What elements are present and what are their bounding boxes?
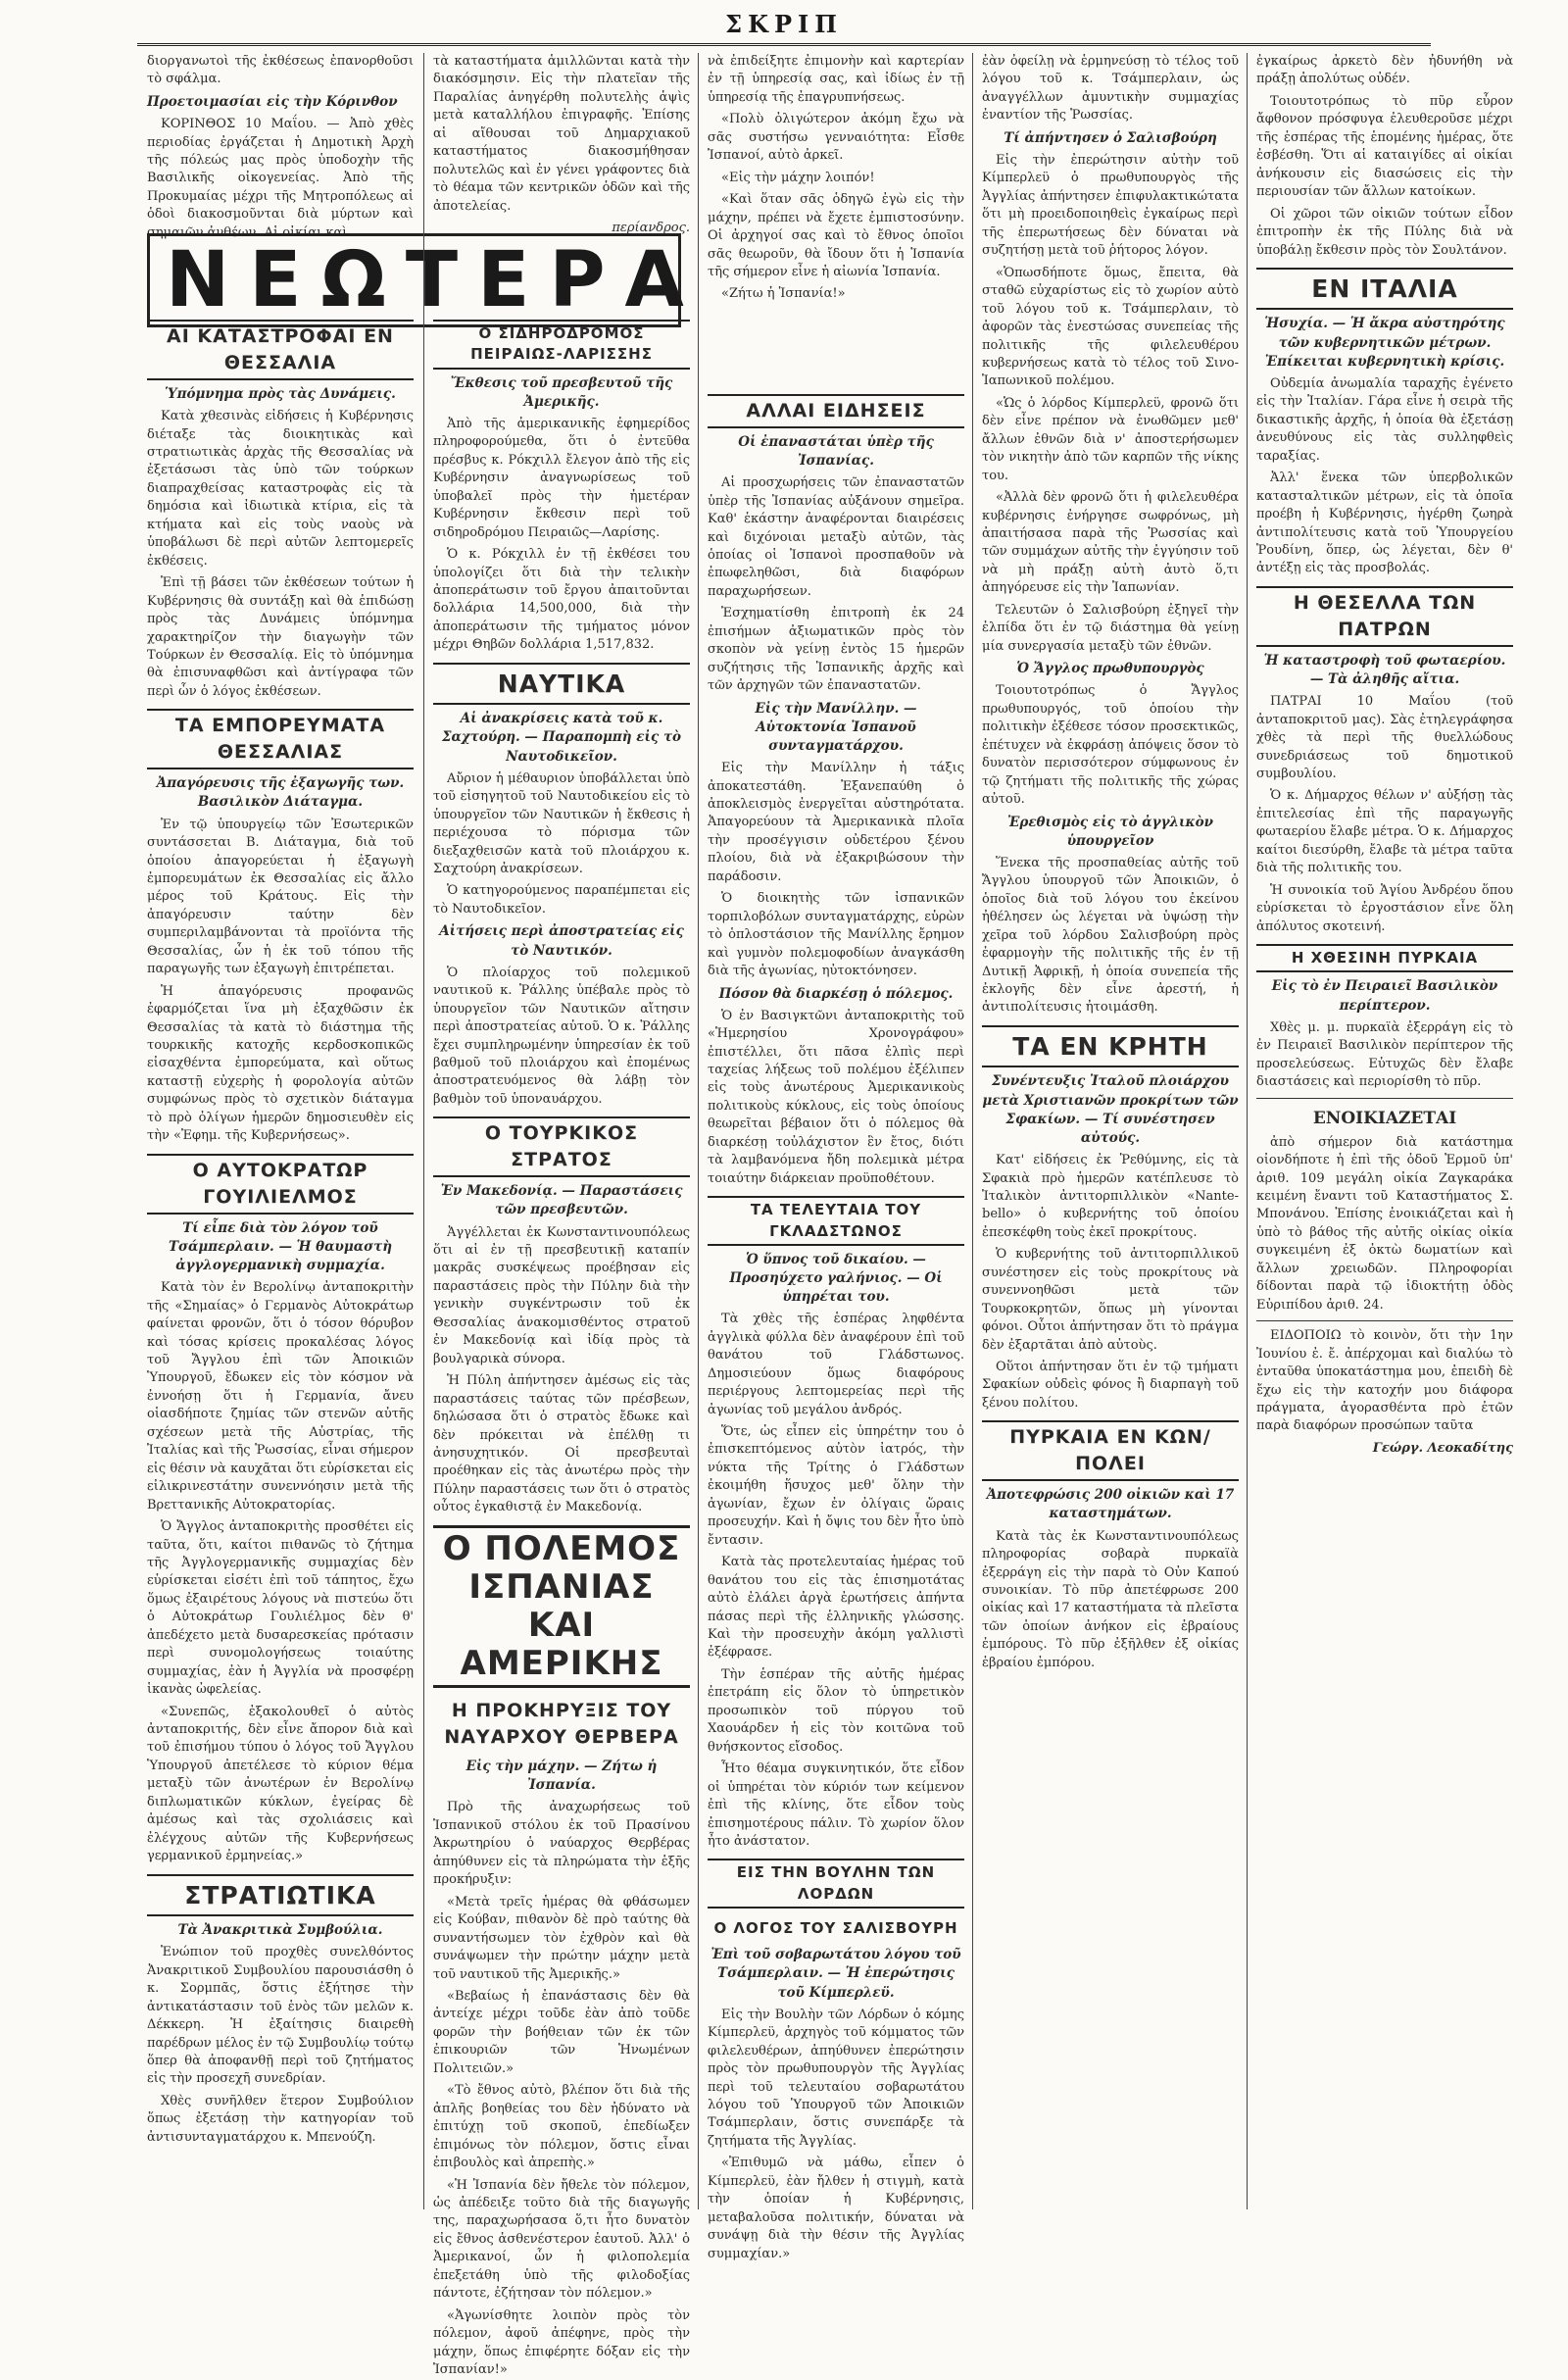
ministry-para: Ἕνεκα τῆς προσπαθείας αὐτῆς τοῦ Ἄγγλου ὑπουργοῦ τῶν Ἀποικιῶν, ὁ ὁποῖος διὰ τοῦ λόγου του ἐκείνου ἠθέλησεν ὡς λέγεται νὰ ὑψώσῃ τὴν χεῖρα τοῦ λόρδου Σαλισβούρη πρὸς ἐφαρμογὴν τῆς πολιτικῆς τῆς ἐν τῇ Δυτικῇ Ἀφρικῇ, ἡ ὁποία συνεπεία τῆς ἐκλογῆς δὲν εἶνε ἀρεστή, ἡ ἀντιπολίτευσις ἠτοιμάσθη. — [982, 855, 1239, 1016]
turk-para: Ἡ Πύλη ἀπήντησεν ἀμέσως εἰς τὰς παραστάσεις ταύτας τῶν πρέσβεων, δηλώσασα ὅτι ὁ στρατὸς ἔδωκε καὶ δὲν πρόκειται νὰ ἐπέλθῃ τι ἀνησυχητικόν. Οἱ πρεσβευταὶ προέθηκαν εἰς τὰς ἀνωτέρω πρὸς τὴν Πύλην παραστάσεις των ὅτι ὁ στρατὸς οὗτος ἐγκαθιστᾷ ἐν Μακεδονίᾳ. — [433, 1373, 690, 1515]
duration-para: Ὁ ἐν Βασιγκτῶνι ἀνταποκριτὴς τοῦ «Ἡμερησίου Χρονογράφου» ἐπιστέλλει, ὅτι πᾶσα ἐλπὶς περὶ ταχείας λήξεως τοῦ πολέμου ἐξέλιπεν εἰς τοὺς ἀνωτέρους Ἀμερικανικοὺς πολιτικοὺς κύκλους, εἰς τοὺς ὁποίους θεωρεῖται βέβαιον ὅτι ὁ πόλεμος θὰ διαρκέσῃ τοὐλάχιστον ἓν ἔτος, διότι τὰ λαμβανόμενα ἤδη πολεμικὰ μέτρα τοιαύτην διάρκειαν προϋποθέτουν. — [708, 1008, 964, 1186]
thessaly-para: Κατὰ χθεσινὰς εἰδήσεις ἡ Κυβέρνησις διέταξε τὰς διοικητικὰς καὶ στρατιωτικὰς ἀρχὰς τῆς Θεσσαλίας νὰ ἐξετάσωσι τὰς ὑπὸ τῶν τούρκων διαπραχθείσας καταστροφὰς εἰς τὰ δημόσια καὶ ἰδιωτικὰ κτίρια, εἰς τὰ κτήματα καὶ εἰς τοὺς ναοὺς νὰ ὑποβάλωσι δὲ περὶ αὐτῶν λεπτομερεῖς ἐκθέσεις. — [147, 409, 414, 569]
duration-subheading: Πόσον θὰ διαρκέσῃ ὁ πόλεμος. — [718, 985, 954, 1002]
column-5 — [1256, 53, 1513, 2209]
other-para: Αἱ προσχωρήσεις τῶν ἐπαναστατῶν ὑπὲρ τῆς Ἰσπανίας αὐξάνουν σημεῖρα. Καθ' ἑκάστην ἀναφέρονται διαιρέσεις καὶ διχόνοιαι μεταξὺ αὐτῶν, τὰς ὁποίας οἱ Ἰσπανοὶ προσπαθοῦν νὰ ἐπωφεληθῶσι, διὰ διαφόρων παραχωρήσεων. — [708, 475, 964, 599]
fires-para: Κατὰ τὰς ἐκ Κωνσταντινουπόλεως πληροφορίας σοβαρὰ πυρκαϊὰ ἐξερράγη εἰς τὴν παρὰ τὸ Οὐν Καπού συνοικίαν. Τὸ πῦρ ἀπετέφρωσε 200 οἰκίας καὶ 17 καταστήματα τὰ πλεῖστα τῶν ὁποίων ἀνήκον εἰς ἑβραίους ἐμπόρους. Τὸ πῦρ ἐξῆλθεν ἐξ οἰκίας ἑβραίου ἐμπόρου. — [982, 1528, 1239, 1670]
response-para: «Ὡς ὁ λόρδος Κίμπερλεϋ, φρονῶ ὅτι δὲν εἶνε πρέπον νὰ ἐνωθῶμεν μεθ' ἄλλων ἐθνῶν διὰ ν' ἀποστερήσωμεν τὸν νικητὴν ἀπὸ τῶν καρπῶν τῆς νίκης του. — [982, 395, 1239, 483]
crete-para: Ὁ κυβερνήτης τοῦ ἀντιτορπιλλικοῦ συνέστησεν εἰς τοὺς προκρίτους νὰ συνεννοηθῶσι μετὰ τῶν Τουρκοκρητῶν, ὅπως μὴ γίνονται φόνοι. Οὗτοι ἀπήντησαν ὅτι τὸ πράγμα δὲν ἐξαρτᾶται ἀπὸ αὐτοὺς. — [982, 1247, 1239, 1353]
column-2 — [433, 312, 690, 2378]
ad-notice-signature: Γεώργ. Λεοκαδίτης — [1372, 1440, 1513, 1456]
pm-para: Τοιουτοτρόπως ὁ Ἄγγλος πρωθυπουργός, τοῦ ὁποίου τὴν πολιτικὴν ἐξέθεσε τόσον προσεκτικῶς, ἐπέτυχεν νὰ ἐκφράσῃ ἀπόψεις ὅσον τὸ δυνατὸν περισσότερον σύμφωνους ἐν τῷ ζητήματι τῆς πολιτικῆς τῆς χώρας αὐτοῦ. — [982, 683, 1239, 808]
turk-para: Ἀγγέλλεται ἐκ Κωνσταντινουπόλεως ὅτι αἱ ἐν τῇ πρεσβευτικῇ καταπίν μακρᾶς συσκέψεως προέβησαν εἰς παραστάσεις πρὸς τὴν Πύλην διὰ τὴν γενικὴν συγκέντρωσιν τοῦ ἐκ Θεσσαλίας ἀνακομισθέντος στρατοῦ ἐν Μακεδονίᾳ καὶ ἰδίᾳ πρὸς τὰ βουλγαρικὰ σύνορα. — [433, 1224, 690, 1366]
lords-heading: ΕΙΣ ΤΗΝ ΒΟΥΛΗΝ ΤΩΝ ΛΟΡΔΩΝ — [708, 1859, 964, 1909]
patras-heading: Η ΘΕΣΕΛΛΑ ΤΩΝ ΠΑΤΡΩΝ — [1256, 586, 1513, 647]
crete-para: Οὕτοι ἀπήντησαν ὅτι ἐν τῷ τμήματι Σφακίων οὐδεὶς φόνος ἢ διαρπαγὴ τοῦ ξένου πολίτου. — [982, 1360, 1239, 1411]
response-para: Τελευτῶν ὁ Σαλισβούρη ἐξηγεῖ τὴν ἐλπίδα ὅτι ἐν τῷ διάστημα θὰ γείνῃ μία συνεργασία μεταξὺ τῶν ἐθνῶν. — [982, 602, 1239, 654]
italy-para: Οὐδεμία ἀνωμαλία ταραχῆς ἐγένετο εἰς τὴν Ἰταλίαν. Γάρα εἶνε ἡ σειρὰ τῆς δικαστικῆς ἀρχῆς, ἡ ὁποία θὰ ἐξετάσῃ ἀνευθύνους εἰς τὰς συλληφθεὶς ταραξίας. — [1256, 375, 1513, 464]
ad-divider — [1256, 1098, 1513, 1099]
naval-para: Αὔριον ἡ μέθαυριον ὑποβάλλεται ὑπὸ τοῦ εἰσηγητοῦ τοῦ Ναυτοδικείου εἰς τὸ ὑπουργεῖον τῶν Ναυτικῶν ἡ ἔκθεσις ἡ περιέχουσα τὸ πόρισμα τῶν διεξαχθεισῶν κατὰ τοῦ πλοιάρχου κ. Σαχτούρη ἀνακρίσεων. — [433, 770, 690, 877]
gladstone-heading: ΤΑ ΤΕΛΕΥΤΑΙΑ ΤΟΥ ΓΚΛΑΔΣΤΩΝΟΣ — [708, 1196, 964, 1246]
other-para: Ἐσχηματίσθη ἐπιτροπὴ ἐκ 24 ἐπισήμων ἀξιωματικῶν πρὸς τὸν σκοπὸν νὰ γείνῃ ἐντὸς 15 ἡμερῶν συζήτησις τῆς Ἰσπανικῆς ἀρχῆς καὶ τῶν ἀρχηγῶν τῶν ἐπαναστατῶν. — [708, 606, 964, 694]
kaiser-para: «Συνεπῶς, ἐξακολουθεῖ ὁ αὐτὸς ἀνταποκριτής, δὲν εἶνε ἄπορον διὰ καὶ τοῦ ἐπισήμου τύπου ὁ λόγος τοῦ Ἄγγλου Ὑπουργοῦ ἀπετέλεσε τὸ κύριον θέμα μεταξὺ τῶν ἀνωτέρων ἐν Βερολίνῳ διπλωματικῶν κύκλων, ἐγείρας δὲ ἀμέσως καὶ τὰς σχολιάσεις καὶ ἐλέγχους αὐτῶν τῆς Κυβερνήσεως γερμανικοῦ ἐρμηνείας.» — [147, 1704, 414, 1864]
fires-subheading: Ἀποτεφρώσις 200 οἰκιῶν καὶ 17 καταστημάτων. — [986, 1487, 1235, 1522]
ad-rent-title: ΕΝΟΙΚΙΑΖΕΤΑΙ — [1312, 1108, 1457, 1128]
thessaly-subheading: Ὑπόμνημα πρὸς τὰς Δυνάμεις. — [165, 385, 396, 402]
column-rule — [972, 53, 973, 2209]
kaiser-para: Ὁ Ἄγγλος ἀνταποκριτὴς προσθέτει εἰς ταῦτα, ὅτι, καίτοι πιθανῶς τὸ ζήτημα τῆς Ἀγγλογερμανικῆς συμμαχίας δὲν εὑρίσκεται εἰσέτι ἐπὶ τοῦ τάπητος, ἔχω ὅμως ἐξαιρέτους λόγους νὰ πιστεύω ὅτι ὁ Αὐτοκράτωρ Γουλιέλμος δὲν θ' ἀπεδέχετο μετὰ δυσαρεσκείας πρότασιν περὶ συνομολογήσεως τοιαύτης συμμαχίας, ἐὰν ἡ Ἀγγλία νὰ προσφέρῃ ἱκανὰς ὠφελείας. — [147, 1519, 414, 1698]
other-news-heading: ΑΛΛΑΙ ΕΙΔΗΣΕΙΣ — [708, 394, 964, 428]
ministry-subheading: Ἐρεθισμὸς εἰς τὸ ἀγγλικὸν ὑπουργεῖον — [1006, 814, 1213, 849]
col3-top: «Εἰς τὴν μάχην λοιπόν! — [721, 170, 875, 185]
manila-para: Ὁ διοικητὴς τῶν ἰσπανικῶν τορπιλοβόλων συνταγματάρχης, εὑρὼν τὸ ὁπλοστάσιον τῆς Μανίλλης ἔρημον καὶ γυμνὸν πολεμοφοδίων ἀναγκάσθη διὰ τῆς ἀγωνίας, ηὐτοκτόνησεν. — [708, 891, 964, 979]
naval-heading: ΝΑΥΤΙΚΑ — [433, 663, 690, 706]
naval-subheading: Αἱ ἀνακρίσεις κατὰ τοῦ κ. Σαχτούρη. — Παραπομπὴ εἰς τὸ Ναυτοδικεῖον. — [441, 711, 682, 765]
rail-heading: Ο ΣΙΔΗΡΟΔΡΟΜΟΣ ΠΕΙΡΑΙΩΣ-ΛΑΡΙΣΣΗΣ — [433, 320, 690, 370]
patras-subheading: Ἡ καταστροφὴ τοῦ φωταερίου. — Τὰ ἀληθῆς αἴτια. — [1263, 652, 1506, 688]
war-heading: Ο ΠΟΛΕΜΟΣ ΙΣΠΑΝΙΑΣ ΚΑΙ ΑΜΕΡΙΚΗΣ — [433, 1525, 690, 1688]
corinth-heading: Προετοιμασίαι εἰς τὴν Κόρινθον — [147, 93, 398, 110]
patras-para: Ὁ κ. Δήμαρχος θέλων ν' αὐξήσῃ τὰς ἐπιτελεσίας ἐπὶ τῆς παραγωγῆς φωταερίου ἔλαβε μέτρα. Ὁ κ. Δήμαρχος καίτοι διεσύρθη, ἔλαβε τὰ μέτρα ταῦτα διὰ τῆς πολιτικῆς του. — [1256, 788, 1513, 876]
kaiser-para: Κατὰ τὸν ἐν Βερολίνῳ ἀνταποκριτὴν τῆς «Σημαίας» ὁ Γερμανὸς Αὐτοκράτωρ φαίνεται φρονῶν, ὅτι ὁ τόσον θόρυβον καὶ τόσας κρίσεις προκαλέσας λόγος τοῦ Ἄγγλου ἐπὶ τῶν Ἀποικιῶν Ὑπουργοῦ, ἔδωκεν εἰς τὸν κόσμον νὰ ἐννοήσῃ ὅτι ἡ Γερμανία, ἄνευ οἱασδήποτε ζημίας τῶν στενῶν αὐτῆς σχέσεων μετὰ τῆς Αὐστρίας, τῆς Ἰταλίας καὶ τῆς Ῥωσσίας, εἶναι σήμερον εἰς θέσιν νὰ καυχᾶται ὅτι εὑρίσκεται εἰς εἰλικρινεστάτην συνεννόησιν μετὰ τῆς Βρεττανικῆς Αὐτοκρατορίας. — [147, 1280, 414, 1512]
patras-para: ΠΑΤΡΑΙ 10 Μαΐου (τοῦ ἀνταποκριτοῦ μας). Σὰς ἐτηλεγράφησα χθὲς τὰ περὶ τῆς θυελλώδους συνεδριάσεως τοῦ δημοτικοῦ συμβουλίου. — [1256, 694, 1513, 781]
manila-para: Εἰς τὴν Μανίλλην ἡ τάξις ἀποκατεστάθη. Ἐξανεπαύθη ὁ ἀποκλεισμὸς ἐνεργεῖται αὐστηρότατα. Ἀπαγορεύουν τὰ Ἀμερικανικὰ πλοῖα τὴν προσέγγισιν οὐδετέρου ξένου πλοίου, διὰ νὰ ἐξακριβώσουν τὴν παράδοσιν. — [708, 761, 964, 884]
response-para: Εἰς τὴν ἐπερώτησιν αὐτὴν τοῦ Κίμπερλεϋ ὁ πρωθυπουργὸς τῆς Ἀγγλίας ἀπήντησεν ἐπιφυλακτικώτατα ὅτι μὴ προειδοποιηθεὶς ἐγκαίρως περὶ τῆς ἐπερωτήσεως δὲν δύναται νὰ συζητήσῃ μετὰ τοῦ ῥήτορος λόγον. — [982, 152, 1239, 259]
gladstone-para: Κατὰ τὰς προτελευταίας ἡμέρας τοῦ θανάτου του εἰς τὰς ἐπισημοτάτας αὐτὸ ἐλάλει ἀργὰ ἐρωτήσεις ἀπήντα πάσας περὶ τῆς ἑλληνικῆς γλώσσης. Καὶ τὴν προσευχὴν ἀκόμη γαλλιστὶ ἐξέφρασε. — [708, 1555, 964, 1661]
gladstone-para: Ἦτο θέαμα συγκινητικόν, ὅτε εἶδον οἱ ὑπηρέται τὸν κύριόν των κείμενον ἐπὶ τῆς κλίνης, ὅτε εἶδον τοὺς ἐπισημοτέρους πάλιν. Τὸ χωρίον ὅλον ἦτο ἀνάστατον. — [708, 1761, 964, 1849]
kaiser-subheading: Τί εἶπε διὰ τὸν λόγον τοῦ Τσάμπερλαιν. — Ἡ θαυμαστὴ ἀγγλογερμανικὴ συμμαχία. — [168, 1219, 393, 1273]
thessaly-heading: ΑΙ ΚΑΤΑΣΤΡΟΦΑΙ ΕΝ ΘΕΣΣΑΛΙΑ — [147, 320, 414, 380]
turk-heading: Ο ΤΟΥΡΚΙΚΟΣ ΣΤΡΑΤΟΣ — [433, 1116, 690, 1177]
ad-rent-text: ἀπὸ σήμερον διὰ κατάστημα οἰονδήποτε ἡ ἐπὶ τῆς ὁδοῦ Ἑρμοῦ ὑπ' ἀριθ. 109 μεγάλη οἰκία Ζαγκαράκα κειμένη ἔναντι τοῦ Καταστήματος Σ. Μπονάνου. Ἐπίσης ἐνοικιάζεται καὶ ἡ ὑπὸ τὸ βάθος τῆς αὐτῆς οἰκίας οἰκία συγκειμένη ἐξ ὀκτὼ δωματίων καὶ ἄλλων χρειωδῶν. Πληροφορίαι δίδονται παρὰ τῷ ἰδιοκτήτῃ ὁδὸς Εὐριπίδου ἀριθ. 24. — [1256, 1134, 1513, 1313]
resign-subheading: Αἰτήσεις περὶ ἀποστρατείας εἰς τὸ Ναυτικόν. — [439, 923, 684, 959]
rail-para: Ἀπὸ τῆς ἀμερικανικῆς ἐφημερίδος πληροφορούμεθα, ὅτι ὁ ἐντεῦθα πρέσβυς κ. Ρόκχιλλ ἔλεγον ἀπὸ τῆς εἰς Κυβέρνησιν ἀναγνωρίσεως τοῦ ὑποβαλεῖ πρὸς τὴν ἡμετέραν Κυβέρνησιν ἔκθεσιν περὶ τοῦ σιδηροδρόμου Πειραιῶς—Λαρίσης. — [433, 416, 690, 540]
army-heading: ΣΤΡΑΤΙΩΤΙΚΑ — [147, 1874, 414, 1917]
col5-top: Τοιουτοτρόπως τὸ πῦρ εὗρον ἄφθονον πρόσφυγα ἐλευθεροῦσε μέχρι τῆς ἑσπέρας τῆς ἑπομένης ἡμέρας, ὅτε ἐσβέσθη. Ὅτι αἱ καταιγίδες αἱ οἰκίαι ἀνήκουσιν εἰς διασώσεις εἰς τὴν περιουσίαν τῶν ἄλλων κατοίκων. — [1256, 93, 1513, 200]
salisbury-heading: Ο ΛΟΓΟΣ ΤΟΥ ΣΑΛΙΣΒΟΥΡΗ — [713, 1919, 958, 1937]
column-1-lower — [147, 312, 414, 2209]
page-title: ΣΚΡΙΠ — [725, 10, 843, 38]
col5-top: ἐγκαίρως ἀρκετὸ δὲν ἠδυνήθη νὰ πράξῃ ἀπολύτως οὐδέν. — [1256, 54, 1513, 87]
proclamation-heading: Η ΠΡΟΚΗΡΥΞΙΣ ΤΟΥ ΝΑΥΑΡΧΟΥ ΘΕΡΒΕΡΑ — [444, 1700, 679, 1749]
col3-top: νὰ ἐπιδείξητε ἐπιμονὴν καὶ καρτερίαν ἐν τῇ ὑπηρεσίᾳ σας, καὶ ἰδίως ἐν τῇ ὑπηρεσίᾳ τῆς ἐπαγρυπνήσεως. — [708, 54, 964, 105]
col3-top: «Καὶ ὅταν σᾶς ὁδηγῶ ἐγὼ εἰς τὴν μάχην, πρέπει νὰ ἔχετε ἐμπιστοσύνην. Οἱ ἀρχηγοί σας καὶ τὸ ἔθνος ὁποῖοι σᾶς θεωροῦν, θὰ ἴδουν ὅτι ἡ Ἰσπανία τῆς σήμερον εἶνε ἡ αἰωνία Ἰσπανία. — [708, 192, 964, 279]
army-para: Χθὲς συνῆλθεν ἕτερον Συμβούλιον ὅπως ἐξετάσῃ τὴν κατηγορίαν τοῦ ἀντισυνταγματάρχου κ. Μπενούζη. — [147, 2093, 414, 2145]
rail-para: Ὁ κ. Ρόκχιλλ ἐν τῇ ἐκθέσει του ὑπολογίζει ὅτι διὰ τὴν τελικὴν ἀποπεράτωσιν τοῦ ἔργου ἀπαιτοῦνται δολλάρια 14,500,000, διὰ τὴν ἀποπεράτωσιν τῆς τμήματος μόνον μέχρι Θηβῶν δολλάρια 1,517,832. — [433, 547, 690, 653]
col2-signature: περίανδρος. — [612, 221, 690, 236]
column-3 — [708, 53, 964, 2261]
resign-para: Ὁ πλοίαρχος τοῦ πολεμικοῦ ναυτικοῦ κ. Ῥάλλης ὑπέβαλε πρὸς τὸ ὑπουργεῖον τῶν Ναυτικῶν αἴτησιν περὶ ἀποστρατείας αὐτοῦ. Ὁ κ. Ῥάλλης ἔχει συμπληρωμένην ὑπηρεσίαν ἐκ τοῦ βαθμοῦ τοῦ πλοιάρχου καὶ ἐπομένως ἀποστρατευόμενος θὰ λάβῃ τὸν βαθμὸν τοῦ ὑποναυάρχου. — [433, 965, 690, 1107]
procl-para: «Βεβαίως ἡ ἐπανάστασις δὲν θὰ ἀντείχε μέχρι τοῦδε ἐὰν ἀπὸ τοῦδε φορῶν τὴν βοήθειαν τῶν ἐκ τῶν ἐπικουριῶν τῶν Ἡνωμένων Πολιτειῶν.» — [433, 1988, 690, 2076]
col3-top: «Πολὺ ὀλιγώτερον ἀκόμη ἔχω νὰ σᾶς συστήσω γενναιότητα: Εἶσθε Ἰσπανοί, αὐτὸ ἀρκεῖ. — [708, 112, 964, 164]
column-rule — [423, 53, 424, 2209]
response-para: «Ἀλλὰ δὲν φρονῶ ὅτι ἡ φιλελευθέρα κυβέρνησις ἐνήργησε σωφρόνως, μὴ ἀπαιτήσασα παρὰ τῆς Ῥωσσίας καὶ τῶν συμμάχων αὐτῆς τὴν ἐγγύησιν τοῦ νὰ μὴ πράξῃ αὐτὴ ἀυτὸ ὅ,τι ἀπηγόρευσε εἰς τὴν Ἰαπωνίαν. — [982, 490, 1239, 596]
gladstone-subheading: Ὁ ὕπνος τοῦ δικαίου. — Προσηύχετο γαλήνιος. — Οἱ ὑπηρέται του. — [729, 1251, 943, 1306]
ad-divider — [1256, 1320, 1513, 1321]
goods-para: Ἡ ἀπαγόρευσις προφανῶς ἐφαρμόζεται ἵνα μὴ ἐξαχθῶσιν ἐκ Θεσσαλίας τὰ κατὰ τὸ διάστημα τῆς τουρκικῆς κατοχῆς κερδοσκοπικῶς εἰσαχθέντα ἐμπορεύματα, καὶ οὕτως καταστῇ εὐχερὴς ἡ φορολογία αὐτῶν συμφώνως πρὸς τὸ σχετικὸν διάταγμα τὸ πρὸ ὀλίγων ἡμερῶν δημοσιευθὲν εἰς τὴν «Ἐφημ. τῆς Κυβερνήσεως». — [147, 983, 414, 1144]
patras-para: Ἡ συνοικία τοῦ Ἁγίου Ἀνδρέου ὅπου εὑρίσκεται τὸ ἐργοστάσιον εἶνε ὅλη ἀπόλυτος σκοτεινή. — [1256, 882, 1513, 934]
crete-subheading: Συνέντευξις Ἰταλοῦ πλοιάρχου μετὰ Χριστιανῶν προκρίτων τῶν Σφακίων. — Τί συνέστησεν αὐτούς. — [982, 1073, 1239, 1146]
masthead: ΝΕΩΤΕΡΑ — [147, 233, 681, 327]
italy-para: Ἀλλ' ἕνεκα τῶν ὑπερβολικῶν κατασταλτικῶν μέτρων, εἰς τὰ ὁποῖα προέβη ἡ Κυβέρνησις, ἠγέρθη ζωηρὰ ἀντιπολίτευσις κατὰ τοῦ Ὑπουργείου Ῥουδίνη, ὅπερ, ὡς λέγεται, δὲν θ' ἀντέξῃ εἰς τὰς προσβολάς. — [1256, 471, 1513, 576]
procl-para: «Ἀγωνίσθητε λοιπὸν πρὸς τὸν πόλεμον, ἀφοῦ ἀπέφηνε, πρὸς τὴν μάχην, ὅπως ἐπιφέρητε δόξαν εἰς τὴν Ἰσπανίαν!» — [433, 2307, 690, 2378]
crete-heading: ΤΑ ΕΝ ΚΡΗΤΗ — [982, 1025, 1239, 1068]
goods-heading: ΤΑ ΕΜΠΟΡΕΥΜΑΤΑ ΘΕΣΣΑΛΙΑΣ — [147, 709, 414, 769]
procl-para: «Μετὰ τρεῖς ἡμέρας θὰ φθάσωμεν εἰς Κούβαν, πιθανὸν δὲ πρὸ ταύτης θὰ συναντήσωμεν τὸν ἐχθρὸν καὶ θὰ συνάψωμεν τὴν πρώτην μάχην μετὰ τοῦ ναυτικοῦ τῆς Ἀμερικῆς.» — [433, 1894, 690, 1982]
piraeus-fire-subheading: Εἰς τὸ ἐν Πειραιεῖ Βασιλικὸν περίπτερον. — [1271, 978, 1498, 1014]
lords-para: «Ἐπιθυμῶ νὰ μάθω, εἶπεν ὁ Κίμπερλεϋ, ἐὰν ἤλθεν ἡ στιγμὴ, κατὰ τὴν ὁποίαν ἡ Κυβέρνησις, μεταβαλοῦσα πολιτικήν, δύναται νὰ συνάψῃ διὰ τὴν θέσιν τῆς Ἀγγλίας συμμαχίαν.» — [708, 2156, 964, 2261]
procl-para: «Τὸ ἔθνος αὐτὸ, βλέπον ὅτι διὰ τῆς ἀπλῆς βοηθείας του δὲν ἠδύνατο νὰ ἐπιτύχῃ τοῦ σκοποῦ, ἐπεδίωξεν ἐπιμόνως τὸν πόλεμον, ὅστις εἶναι ἐπιβουλὸς καὶ ἀπρεπὴς.» — [433, 2083, 690, 2171]
col2-top: τὰ καταστήματα ἁμιλλῶνται κατὰ τὴν διακόσμησιν. Εἰς τὴν πλατεῖαν τῆς Παραλίας ἀνηγέρθη πολυτελὴς ἁψὶς μετὰ καταλλήλου ἐπιγραφῆς. Ἐπίσης αἱ αἴθουσαι τοῦ Δημαρχιακοῦ καταστήματος διακοσμήθησαν πολυτελῶς καὶ ἐν γένει γράφοντες διὰ τὸ θέαμα τῶν κεντρικῶν ὁδῶν καὶ τῆς ἀποτελείας. — [433, 54, 690, 214]
lords-subheading: Ἐπὶ τοῦ σοβαρωτάτου λόγου τοῦ Τσάμπερλαιν. — Ἡ ἐπερώτησις τοῦ Κίμπερλεϋ. — [710, 1947, 961, 2001]
response-para: «Ὁπωσδήποτε ὅμως, ἔπειτα, θὰ σταθῶ εὐχαρίστως εἰς τὸ χωρίον αὐτὸ τοῦ λόγου τοῦ κ. Τσάμπερλαιν, τὸ ἀφορῶν τὰς ἐνεστώσας συνεπείας τῆς πολιτικῆς τῆς φιλελευθέρου κυβερνήσεως κατὰ τὸ τέλος τοῦ Σινο-Ἰαπωνικοῦ πολέμου. — [982, 265, 1239, 389]
fires-heading: ΠΥΡΚΑΙΑ ΕΝ ΚΩΝ/ΠΟΛΕΙ — [982, 1420, 1239, 1481]
rail-subheading: Ἔκθεσις τοῦ πρεσβευτοῦ τῆς Ἀμερικῆς. — [450, 374, 673, 410]
army-subheading: Τὰ Ἀνακριτικὰ Συμβούλια. — [177, 1922, 383, 1939]
ad-notice-text: ΕΙΔΟΠΟΙΩ τὸ κοινὸν, ὅτι τὴν 1ην Ἰουνίου ἐ. ἔ. ἀπέρχομαι καὶ διαλύω τὸ ἐνταῦθα ὑποκατάστημα μου, ἐπειδὴ δὲ ἔχω εἰς τὴν κατοχήν μου διάφορα πράγματα, ἀγορασθέντα πρὸ ἐτῶν παρὰ διαφόρων προσώπων ταῦτα — [1256, 1328, 1513, 1434]
gladstone-para: Ὅτε, ὡς εἶπεν εἰς ὑπηρέτην του ὁ ἐπισκεπτόμενος αὐτὸν ἰατρός, τὴν νύκτα τῆς Τρίτης ὁ Γλάδστων ἐκοιμήθη ἥσυχος μεθ' ὅλην τὴν ἀγωνίαν, ἔχων ἐν ὀλίγαις ὥραις προσευχήν. Καὶ ἡ ὄψις του δὲν ἦτο ὑπὸ ἔντασιν. — [708, 1423, 964, 1548]
turk-subheading: Ἐν Μακεδονίᾳ. — Παραστάσεις τῶν πρεσβευτῶν. — [440, 1183, 683, 1218]
column-rule — [698, 53, 699, 2209]
goods-subheading: Ἀπαγόρευσις τῆς ἐξαγωγῆς των. Βασιλικὸν Διάταγμα. — [156, 775, 405, 811]
procl-para: Πρὸ τῆς ἀναχωρήσεως τοῦ Ἰσπανικοῦ στόλου ἐκ τοῦ Πρασίνου Ἀκρωτηρίου ὁ ναύαρχος Θερβέρας ἀπηύθυνεν εἰς τὰ πληρώματα τὴν ἑξῆς προκήρυξιν: — [433, 1800, 690, 1888]
goods-para: Ἐν τῷ ὑπουργείῳ τῶν Ἐσωτερικῶν συντάσσεται Β. Διάταγμα, διὰ τοῦ ὁποίου ἀπαγορεύεται ἡ ἐξαγωγὴ ἐμπορευμάτων ἐκ Θεσσαλίας εἰς ἄλλο μέρος τοῦ Κράτους. Εἰς τὴν ἀπαγόρευσιν ταύτην δὲν συμπεριλαμβάνονται τὰ προϊόντα τῆς Θεσσαλίας, ὧν ἡ ἐκ τοῦ τόπου τῆς παραγωγῆς των ἐξαγωγὴ ἐπιτρέπεται. — [147, 817, 414, 977]
italy-subheading: Ἡσυχία. — Ἡ ἄκρα αὐστηρότης τῶν κυβερνητικῶν μέτρων. Ἐπίκειται κυβερνητικὴ κρίσις. — [1264, 316, 1505, 370]
col1-top-0: διοργανωτοὶ τῆς ἐκθέσεως ἐπανορθοῦσι τὸ σφάλμα. — [147, 54, 414, 87]
piraeus-fire-para: Χθὲς μ. μ. πυρκαϊὰ ἐξερράγη εἰς τὸ ἐν Πειραιεῖ Βασιλικὸν περίπτερον τῆς προσελεύσεως. Εὐτυχῶς δὲν ἔλαβε διαστάσεις καὶ περιορίσθη τὸ πῦρ. — [1256, 1019, 1513, 1090]
pm-subheading: Ὁ Ἄγγλος πρωθυπουργὸς — [1016, 661, 1204, 677]
procl-para: «Ἡ Ἰσπανία δὲν ἤθελε τὸν πόλεμον, ὡς ἀπέδειξε τοῦτο διὰ τῆς διαγωγῆς της, παραχωρήσασα ὅ,τι ἦτο δυνατὸν εἰς ἔθνος ἀσθενέστερον ἑαυτοῦ. Ἀλλ' ὁ Ἀμερικανοί, ὧν ἡ φιλοπολεμία ἐπεξετάθη ὑπὸ τῆς φιλοδοξίας πάντοτε, ἐζήτησαν τὸν πόλεμον.» — [433, 2177, 690, 2302]
army-para: Ἐνώπιον τοῦ προχθὲς συνελθόντος Ἀνακριτικοῦ Συμβουλίου παρουσιάσθη ὁ κ. Σορμπᾶς, ὅστις ἐξήτησε τὴν ἀντικατάστασιν τοῦ ἑνὸς τῶν μελῶν κ. Δέκκερη. Ἡ ἐξαίτησις διαιρεθὴ παρέδρων μέλος ἐν τῷ Συμβουλίῳ τούτῳ ὅπερ θὰ ἀποφανθῇ περὶ τοῦ ζητήματος εἰς τὴν προσεχῆ συνεδρίαν. — [147, 1945, 414, 2087]
col3-top: «Ζήτω ἡ Ἰσπανία!» — [721, 286, 846, 302]
col5-top: Οἱ χῶροι τῶν οἰκιῶν τούτων εἶδον ἐπιτροπὴν ἐκ τῆς Πύλης διὰ νὰ ὑποβάλῃ ἔκθεσιν πρὸς τὸν Σουλτάνον. — [1256, 206, 1513, 258]
naval-para: Ὁ κατηγορούμενος παραπέμπεται εἰς τὸ Ναυτοδικεῖον. — [433, 883, 690, 917]
response-subheading: Τί ἀπήντησεν ὁ Σαλισβούρη — [1004, 129, 1217, 146]
gladstone-para: Τὴν ἑσπέραν τῆς αὐτῆς ἡμέρας ἐπετράπη εἰς ὅλον τὸ ὑπηρετικὸν προσωπικὸν τοῦ πύργου τοῦ Χαουάρδεν ἡ εἰς τὸν κοιτῶνα τοῦ θνήσκοντος εἴσοδος. — [708, 1666, 964, 1755]
column-rule — [1247, 53, 1248, 2209]
gladstone-para: Τὰ χθὲς τῆς ἑσπέρας ληφθέντα ἀγγλικὰ φύλλα δὲν ἀναφέρουν ἐπὶ τοῦ θανάτου τοῦ Γλάδστωνος. Δημοσιεύουν ὅμως διαφόρους περιέργους λεπτομερείας περὶ τῆς ἀγωνίας τοῦ μεγάλου ἀνδρός. — [708, 1312, 964, 1417]
top-rule — [137, 43, 1431, 46]
other-news-subheading: Οἱ ἐπαναστάται ὑπὲρ τῆς Ἰσπανίας. — [738, 433, 934, 470]
column-4 — [982, 53, 1239, 2209]
col4-top: ἐὰν ὀφείλῃ νὰ ἑρμηνεύσῃ τὸ τέλος τοῦ λόγου τοῦ κ. Τσάμπερλαιν, ὡς ἀναγγέλλων ἀμυντικὴν συμμαχίας ἐναντίον τῆς Ῥωσσίας. — [982, 54, 1239, 124]
crete-para: Κατ' εἰδήσεις ἐκ Ῥεθύμνης, εἰς τὰ Σφακιὰ πρὸ ἡμερῶν κατέπλευσε τὸ Ἰταλικὸν ἀντιτορπιλλικὸν «Nante-bello» ὁ κυβερνήτης τοῦ ὁποίου ἐπεσκέφθη τοὺς ἐκεῖ προκρίτους. — [982, 1153, 1239, 1240]
col1-top-2: ΚΟΡΙΝΘΟΣ 10 Μαΐου. — Ἀπὸ χθὲς περιοδίας ἐργάζεται ἡ Δημοτικὴ Ἀρχὴ τῆς πόλεώς μας πρὸς ὑποδοχὴν τῆς Βασιλικῆς οἰκογενείας. Ἀπὸ τῆς Προκυμαίας μέχρι τῆς Μητροπόλεως αἱ ὁδοὶ διακοσμοῦνται διὰ μύρτων καὶ σημαιῶν ἀνθέων. Αἱ οἰκίαι καὶ — [147, 117, 414, 240]
manila-subheading: Εἰς τὴν Μανίλλην. — Αὐτοκτονία Ἰσπανοῦ συνταγματάρχου. — [755, 700, 917, 754]
kaiser-heading: Ο ΑΥΤΟΚΡΑΤΩΡ ΓΟΥΙΛΙΕΛΜΟΣ — [147, 1154, 414, 1215]
lords-para: Εἰς τὴν Βουλὴν τῶν Λόρδων ὁ κόμης Κίμπερλεϋ, ἀρχηγὸς τοῦ κόμματος τῶν φιλελευθέρων, ἀπηύθυνεν ἐπερώτησιν πρὸς τὸν πρωθυπουργὸν τῆς Ἀγγλίας περὶ τοῦ τελευταίου σοβαρωτάτου λόγου τοῦ Ὑπουργοῦ τῶν Ἀποικιῶν Τσάμπερλαιν, ὅστις συνεπάρξε τὰ ζητήματα τῆς Ἀγγλίας. — [708, 2007, 964, 2149]
piraeus-fire-heading: Η ΧΘΕΣΙΝΗ ΠΥΡΚΑΙΑ — [1256, 944, 1513, 972]
proclamation-subheading: Εἰς τὴν μάχην. — Ζήτω ἡ Ἰσπανία. — [466, 1759, 658, 1794]
column-2-top — [433, 53, 690, 236]
italy-heading: ΕΝ ΙΤΑΛΙΑ — [1256, 268, 1513, 311]
thessaly-para: Ἐπὶ τῇ βάσει τῶν ἐκθέσεων τούτων ἡ Κυβέρνησις θὰ συντάξῃ καὶ θὰ ἐπιδώσῃ πρὸς τὰς Δυνάμεις ὑπόμνημα χαρακτηρίζον τὴν διαγωγὴν τῶν Τούρκων ἐν Θεσσαλίᾳ. Εἰς τὸ ὑπόμνημα θὰ ἐπισυναφθῶσι καὶ ἀντίγραφα τῶν περὶ ὧν ὁ λόγος ἐκθέσεων. — [147, 575, 414, 699]
